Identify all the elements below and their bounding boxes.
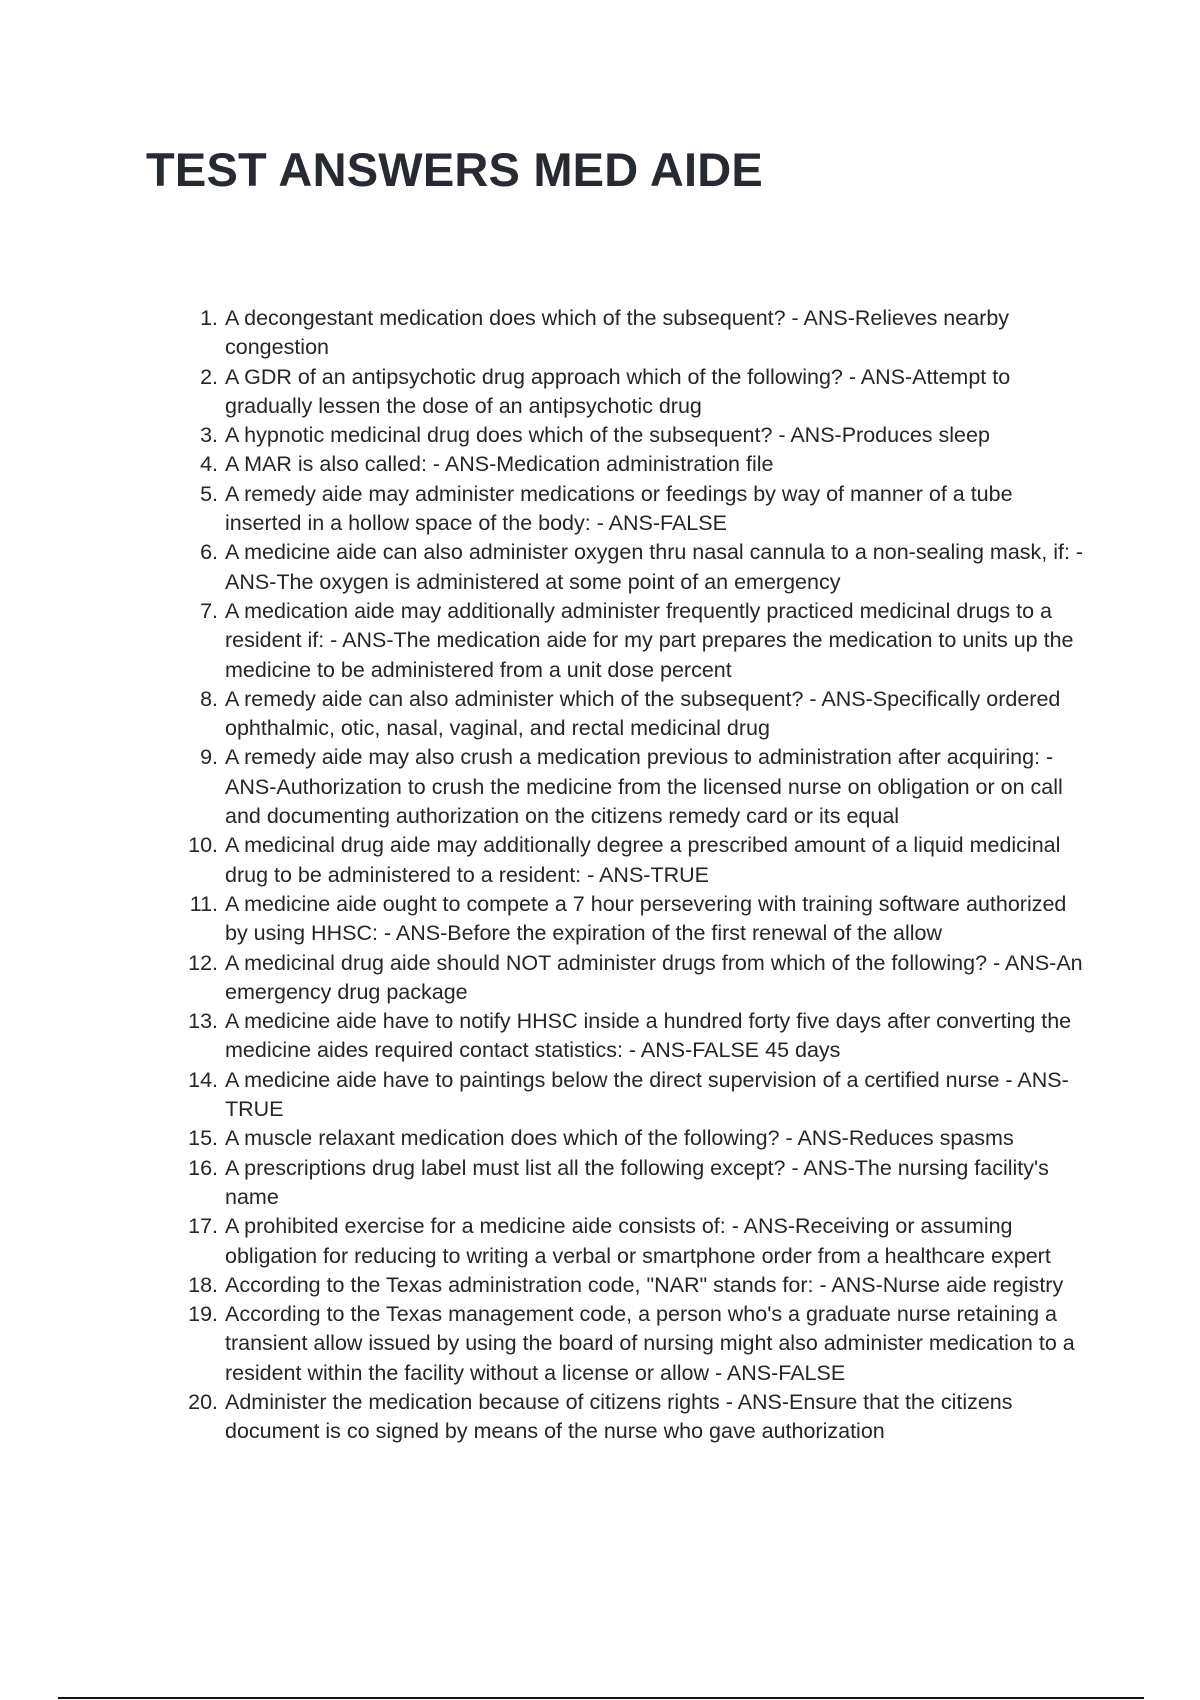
list-item	[182, 450, 1092, 479]
footer-divider	[58, 1697, 1144, 1699]
item-number: 7.	[200, 598, 218, 623]
item-text: A medicine aide have to notify HHSC inside a hundred forty five days after converting the medicine aides required contact statistics: - ANS-FALSE 45 days	[225, 1009, 1072, 1063]
item-text: A medicinal drug aide may additionally degree a prescribed amount of a liquid medicinal drug to be administered to a resident: - ANS-TRUE	[225, 833, 1061, 887]
item-text: A medicinal drug aide should NOT administer drugs from which of the following? - ANS-An emergency drug package	[225, 950, 1083, 1004]
list-item	[182, 685, 1092, 744]
list-item	[182, 1124, 1092, 1153]
item-number: 19.	[188, 1302, 218, 1327]
list-item	[182, 1271, 1092, 1300]
item-text: A medication aide may additionally administer frequently practiced medicinal drugs to a resident if: - ANS-The medication aide for my part prepares the medication to units up the medicine to be administered from a unit dose percent	[225, 598, 1074, 682]
list-item	[182, 304, 1092, 363]
item-text: A decongestant medication does which of the subsequent? - ANS-Relieves nearby congestion	[225, 306, 1010, 360]
item-number: 1.	[200, 306, 218, 330]
item-text: A remedy aide can also administer which of the subsequent? - ANS-Specifically ordered ophthalmic, otic, nasal, vaginal, and rectal medicinal drug	[225, 686, 1061, 741]
item-text: A remedy aide may also crush a medication previous to administration after acquiring: - ANS-Authorization to crush the medicine from the licensed nurse on obligation or on call and documenting authorization on the citizens remedy card or its equal	[225, 745, 1063, 829]
item-number: 12.	[188, 950, 218, 975]
item-number: 3.	[200, 423, 218, 448]
item-text: According to the Texas administration code, "NAR" stands for: - ANS-Nurse aide registry	[225, 1272, 1064, 1297]
item-number: 4.	[200, 452, 218, 477]
item-text: According to the Texas management code, a person who's a graduate nurse retaining a transient allow issued by using the board of nursing might also administer medication to a resident within the facility without a license or allow - ANS-FALSE	[225, 1302, 1075, 1385]
item-number: 13.	[188, 1009, 218, 1034]
list-item	[182, 743, 1092, 831]
item-number: 10.	[188, 833, 218, 858]
item-number: 5.	[200, 481, 218, 506]
item-text: A prescriptions drug label must list all the following except? - ANS-The nursing facility's name	[225, 1155, 1049, 1209]
item-text: A MAR is also called: - ANS-Medication administration file	[225, 452, 774, 477]
item-text: Administer the medication because of citizens rights - ANS-Ensure that the citizens document is co signed by means of the nurse who gave authorization	[225, 1389, 1013, 1444]
list-item	[182, 1154, 1092, 1213]
item-number: 6.	[200, 540, 218, 565]
item-number: 16.	[188, 1155, 218, 1180]
item-number: 15.	[188, 1126, 218, 1151]
item-text: A hypnotic medicinal drug does which of the subsequent? - ANS-Produces sleep	[225, 423, 990, 448]
item-number: 9.	[200, 745, 218, 770]
item-number: 20.	[188, 1389, 218, 1414]
item-number: 18.	[188, 1272, 218, 1297]
list-item	[182, 1300, 1092, 1388]
item-text: A medicine aide ought to compete a 7 hour persevering with training software authorized by using HHSC: - ANS-Before the expiration of the first renewal of the allow	[225, 891, 1067, 946]
item-text: A prohibited exercise for a medicine aide consists of: - ANS-Receiving or assuming obligation for reducing to writing a verbal or smartphone order from a healthcare expert	[225, 1214, 1051, 1268]
item-number: 2.	[200, 364, 218, 389]
list-item	[182, 1212, 1092, 1271]
list-item	[182, 597, 1092, 685]
item-number: 14.	[188, 1067, 218, 1092]
list-item	[182, 949, 1092, 1008]
item-text: A GDR of an antipsychotic drug approach which of the following? - ANS-Attempt to gradually lessen the dose of an antipsychotic drug	[225, 364, 1011, 418]
list-item	[182, 831, 1092, 890]
list-item	[182, 363, 1092, 422]
item-number: 17.	[188, 1214, 218, 1239]
item-number: 8.	[200, 686, 218, 711]
list-item	[182, 1066, 1092, 1125]
list-item	[182, 1388, 1092, 1447]
list-item	[182, 480, 1092, 539]
list-item	[182, 890, 1092, 949]
list-item	[182, 1007, 1092, 1066]
item-text: A medicine aide have to paintings below the direct supervision of a certified nurse - ANS-TRUE	[225, 1067, 1069, 1122]
item-text: A medicine aide can also administer oxygen thru nasal cannula to a non-sealing mask, if: - ANS-The oxygen is administered at some point of an emergency	[225, 540, 1084, 594]
list-item	[182, 421, 1092, 450]
list-item	[182, 538, 1092, 597]
item-text: A muscle relaxant medication does which of the following? - ANS-Reduces spasms	[225, 1126, 1014, 1151]
page-title: TEST ANSWERS MED AIDE	[146, 143, 763, 196]
item-text: A remedy aide may administer medications or feedings by way of manner of a tube inserted in a hollow space of the body: - ANS-FALSE	[225, 481, 1013, 536]
qa-list	[182, 304, 1092, 1447]
item-number: 11.	[189, 891, 218, 916]
